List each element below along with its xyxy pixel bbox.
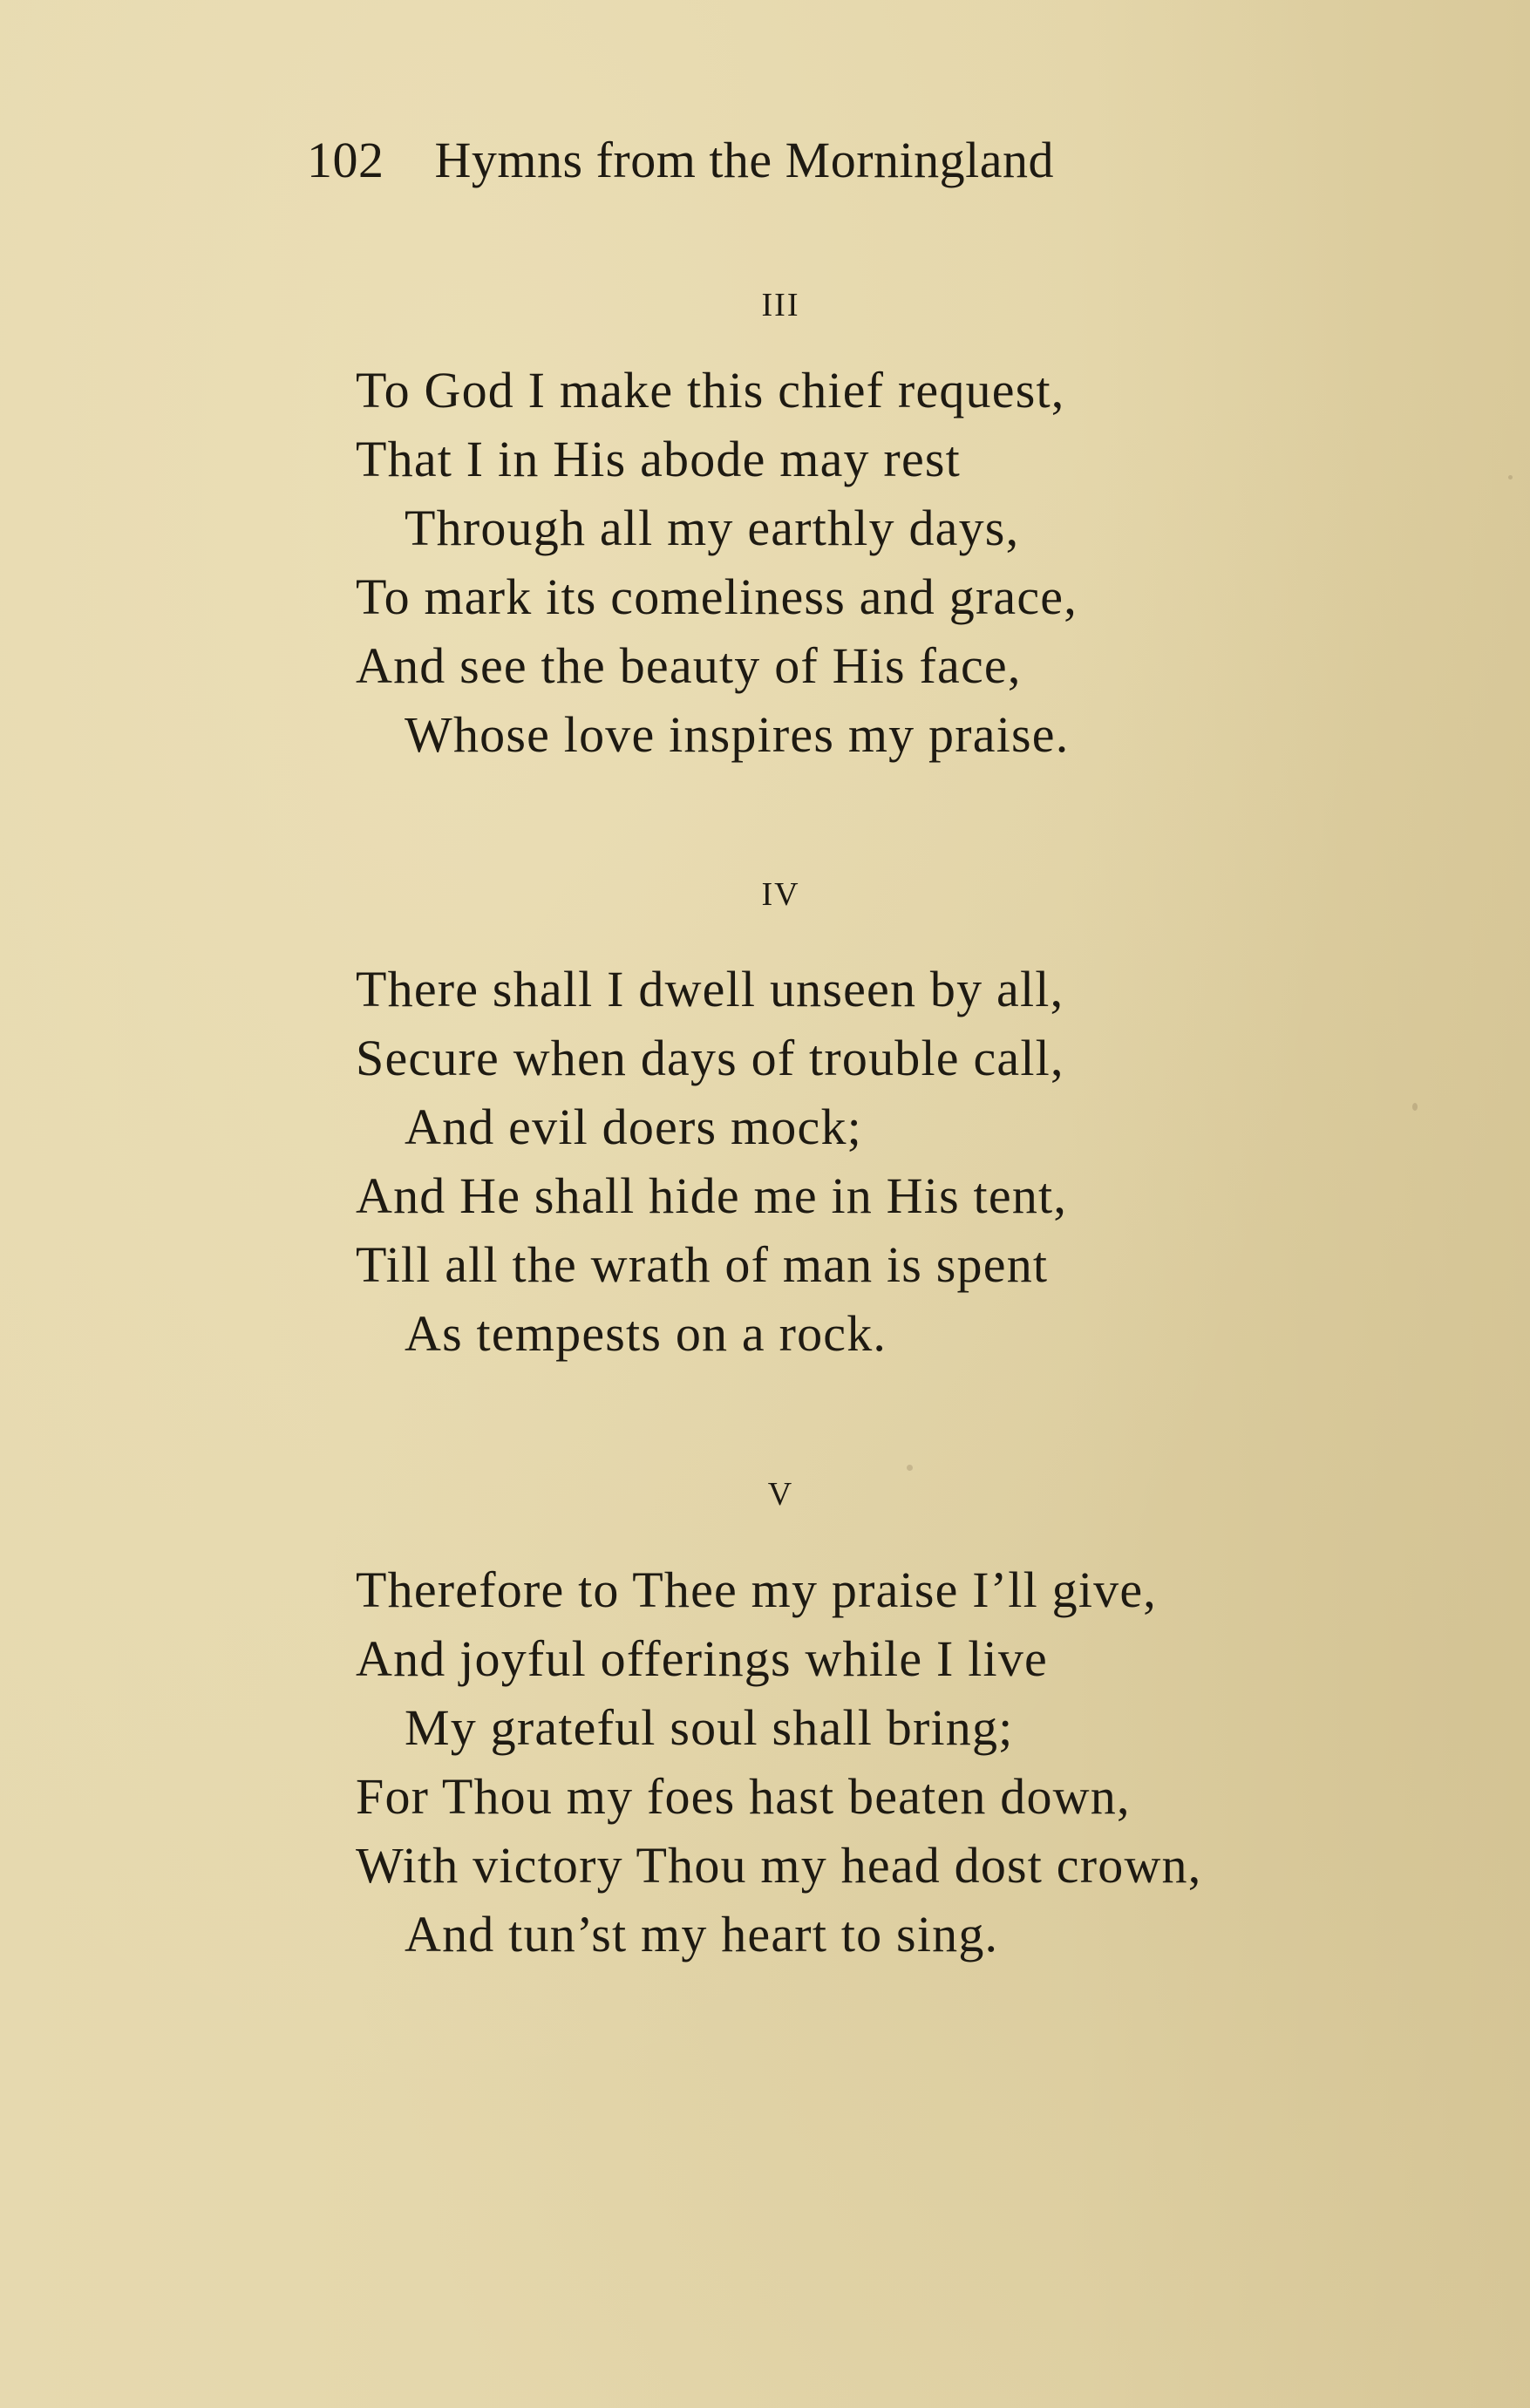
verse-line: For Thou my foes hast beaten down,	[356, 1768, 1131, 1825]
stanza	[356, 356, 1078, 769]
verse-line: That I in His abode may rest	[356, 431, 961, 487]
verse-line: To God I make this chief request,	[356, 362, 1065, 418]
verse-line: With victory Thou my head dost crown,	[356, 1837, 1202, 1894]
verse-line: My grateful soul shall bring;	[405, 1699, 1014, 1756]
verse-line: Secure when days of trouble call,	[356, 1030, 1064, 1086]
verse-line: Therefore to Thee my praise I’ll give,	[356, 1561, 1157, 1618]
paper-speck	[1412, 1103, 1418, 1111]
stanza	[356, 955, 1067, 1368]
verse-line: To mark its comeliness and grace,	[356, 568, 1078, 625]
stanza-numeral: IV	[761, 876, 800, 913]
stanza-numeral: V	[767, 1476, 794, 1513]
verse-line: And He shall hide me in His tent,	[356, 1167, 1068, 1224]
paper-speck	[1508, 475, 1513, 480]
verse-line: And see the beauty of His face,	[356, 637, 1022, 694]
verse-line: As tempests on a rock.	[405, 1305, 887, 1362]
verse-line: There shall I dwell unseen by all,	[356, 961, 1064, 1017]
paper-speck	[907, 1465, 913, 1471]
verse-line: Through all my earthly days,	[405, 500, 1020, 556]
running-title: Hymns from the Morningland	[434, 132, 1055, 188]
verse-line: Whose love inspires my praise.	[405, 706, 1070, 763]
stanza	[356, 1555, 1201, 1969]
verse-line: And joyful offerings while I live	[356, 1630, 1048, 1687]
page-number: 102	[307, 132, 384, 188]
verse-line: Till all the wrath of man is spent	[356, 1236, 1049, 1293]
stanza-numeral: III	[761, 287, 800, 323]
verse-line: And evil doers mock;	[405, 1099, 862, 1155]
verse-line: And tun’st my heart to sing.	[405, 1906, 999, 1962]
running-head	[307, 131, 1054, 189]
